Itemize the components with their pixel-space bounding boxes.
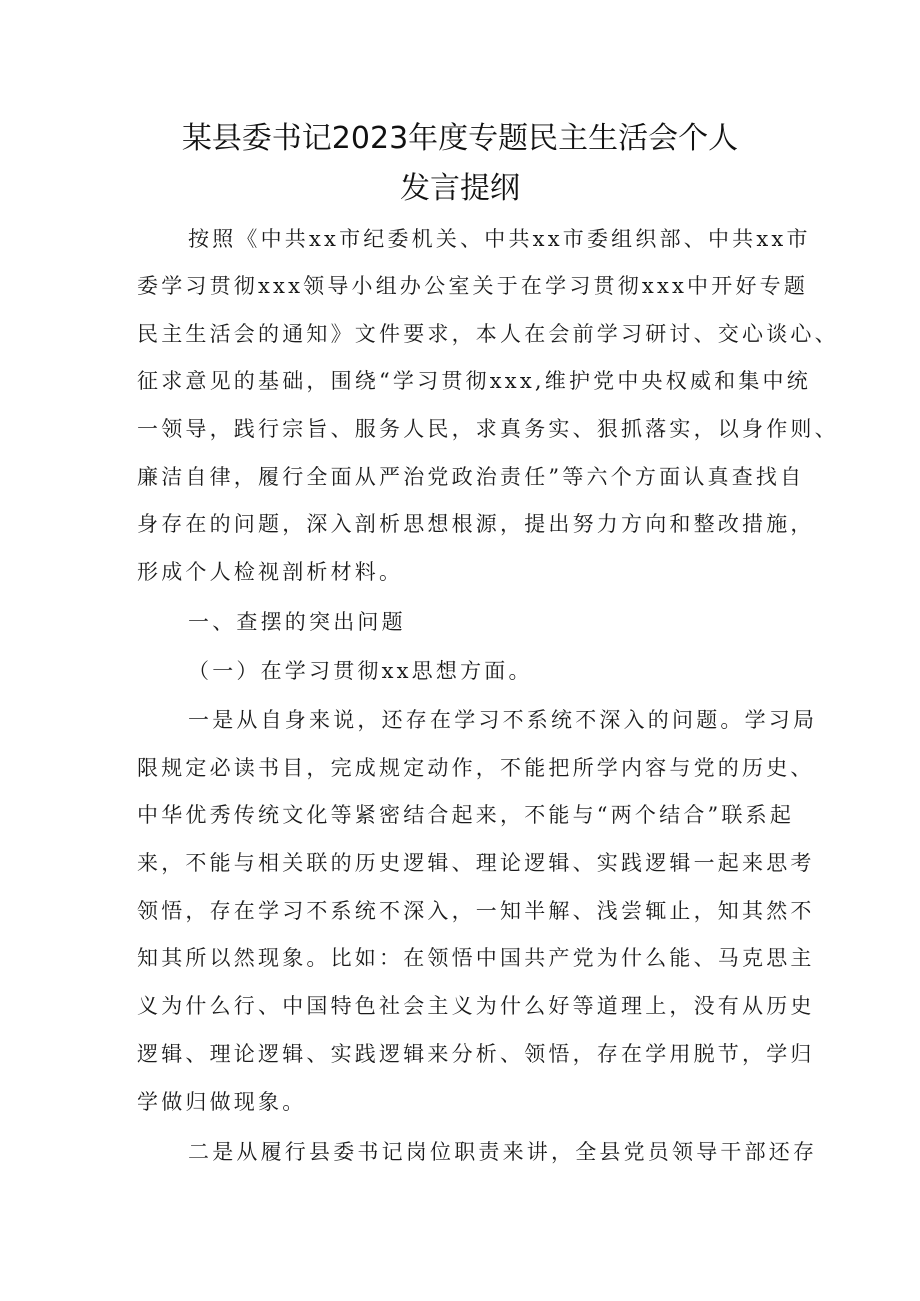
paragraph-1-line-6: 廉洁自律，履行全面从严治党政治责任”等六个方面认真查找自 bbox=[137, 465, 805, 489]
paragraph-3-line-1: 二是从履行县委书记岗位职责来讲，全县党员领导干部还存 bbox=[188, 1140, 818, 1164]
paragraph-1-line-2: 委学习贯彻xxx领导小组办公室关于在学习贯彻xxx中开好专题 bbox=[137, 274, 809, 298]
document-title-line-2: 发言提纲 bbox=[400, 171, 520, 206]
paragraph-2-line-8: 逻辑、理论逻辑、实践逻辑来分析、领悟，存在学用脱节，学归 bbox=[137, 1042, 815, 1066]
paragraph-2-line-5: 领悟，存在学习不系统不深入，一知半解、浅尝辄止，知其然不 bbox=[137, 899, 815, 923]
paragraph-1-line-3: 民主生活会的通知》文件要求，本人在会前学习研讨、交心谈心、 bbox=[137, 322, 839, 346]
paragraph-1-line-7: 身存在的问题，深入剖析思想根源，提出努力方向和整改措施， bbox=[137, 512, 815, 536]
document-title-line-1: 某县委书记2023年度专题民主生活会个人 bbox=[181, 121, 739, 156]
paragraph-2-line-4: 来，不能与相关联的历史逻辑、理论逻辑、实践逻辑一起来思考 bbox=[137, 851, 815, 875]
paragraph-2-line-2: 限规定必读书目，完成规定动作，不能把所学内容与党的历史、 bbox=[137, 756, 815, 780]
section-heading-1: 一、查摆的突出问题 bbox=[188, 610, 406, 634]
paragraph-2-line-7: 义为什么行、中国特色社会主义为什么好等道理上，没有从历史 bbox=[137, 994, 815, 1018]
paragraph-1-line-5: 一领导，践行宗旨、服务人民，求真务实、狠抓落实，以身作则、 bbox=[137, 417, 839, 441]
paragraph-2-line-6: 知其所以然现象。比如：在领悟中国共产党为什么能、马克思主 bbox=[137, 946, 815, 970]
subsection-heading-1: （一）在学习贯彻xx思想方面。 bbox=[188, 659, 533, 683]
paragraph-1-line-1: 按照《中共xx市纪委机关、中共xx市委组织部、中共xx市 bbox=[188, 227, 811, 251]
paragraph-2-line-1: 一是从自身来说，还存在学习不系统不深入的问题。学习局 bbox=[188, 708, 818, 732]
paragraph-2-line-9: 学做归做现象。 bbox=[137, 1090, 307, 1114]
paragraph-1-line-4: 征求意见的基础，围绕“学习贯彻xxx,维护党中央权威和集中统 bbox=[137, 369, 811, 393]
paragraph-2-line-3: 中华优秀传统文化等紧密结合起来，不能与“两个结合”联系起 bbox=[137, 803, 795, 827]
paragraph-1-line-8: 形成个人检视剖析材料。 bbox=[137, 560, 404, 584]
